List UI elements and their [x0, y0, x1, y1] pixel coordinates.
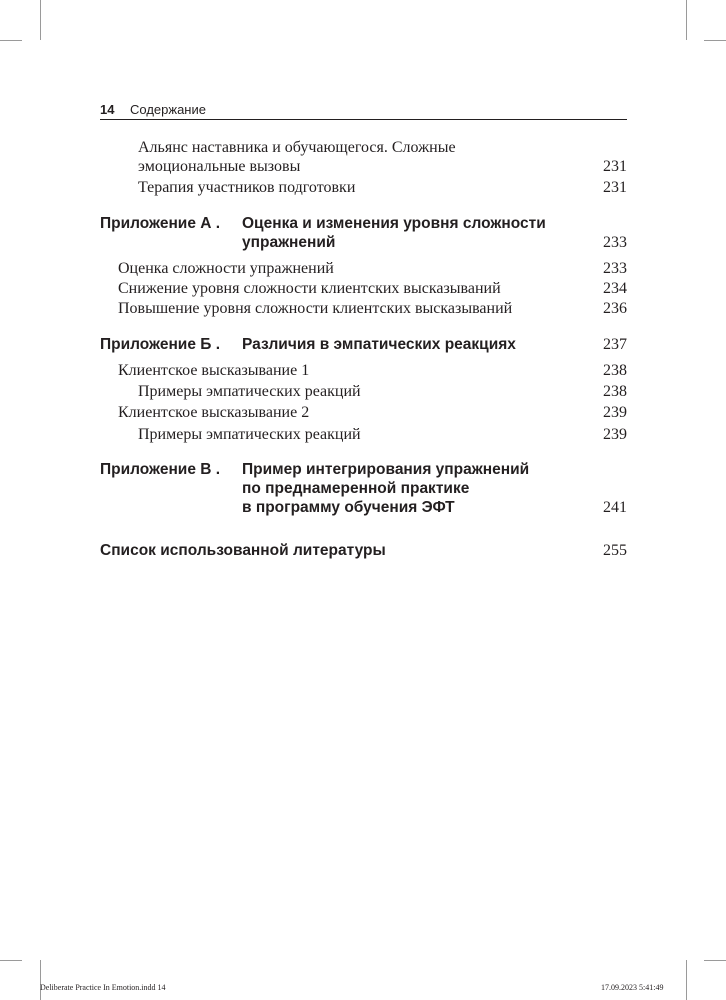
crop-mark: [704, 40, 726, 41]
toc-entry-alliance-line2[interactable]: эмоциональные вызовы: [138, 158, 301, 175]
appendix-c-prefix[interactable]: Приложение В .: [100, 461, 221, 478]
crop-mark: [686, 0, 687, 40]
toc-page-b1a: 238: [603, 383, 627, 400]
appendix-b-title[interactable]: Различия в эмпатических реакциях: [242, 336, 516, 353]
toc-page-b2a: 239: [603, 426, 627, 443]
appendix-a-prefix[interactable]: Приложение А .: [100, 215, 221, 232]
toc-entry-therapy[interactable]: Терапия участников подготовки: [138, 179, 356, 196]
toc-entry-b1a[interactable]: Примеры эмпатических реакций: [138, 383, 361, 400]
crop-mark: [686, 960, 687, 1000]
crop-mark: [40, 0, 41, 40]
toc-entry-references[interactable]: Список использованной литературы: [100, 542, 386, 559]
toc-entry-b2[interactable]: Клиентское высказывание 2: [118, 404, 310, 421]
toc-page-b1: 238: [603, 362, 627, 379]
page-title: Содержание: [130, 102, 206, 117]
appendix-b-prefix[interactable]: Приложение Б .: [100, 336, 221, 353]
toc-page-alliance: 231: [603, 158, 627, 175]
toc-entry-a2[interactable]: Снижение уровня сложности клиентских высказываний: [118, 280, 501, 297]
toc-page-b2: 239: [603, 404, 627, 421]
toc-page-appendix-b: 237: [603, 336, 627, 353]
appendix-c-title-line3[interactable]: в программу обучения ЭФТ: [242, 499, 455, 516]
toc-entry-b2a[interactable]: Примеры эмпатических реакций: [138, 426, 361, 443]
header-rule: [100, 119, 627, 120]
toc-page-references: 255: [603, 542, 627, 559]
toc-page-a3: 236: [603, 300, 627, 317]
crop-mark: [0, 40, 22, 41]
toc-entry-alliance-line1[interactable]: Альянс наставника и обучающегося. Сложные: [138, 139, 456, 156]
crop-mark: [704, 960, 726, 961]
slug-datetime: 17.09.2023 5:41:49: [601, 983, 664, 992]
toc-entry-a3[interactable]: Повышение уровня сложности клиентских высказываний: [118, 300, 513, 317]
appendix-a-title-line1[interactable]: Оценка и изменения уровня сложности: [242, 215, 546, 232]
toc-page-appendix-c: 241: [603, 499, 627, 516]
crop-mark: [0, 960, 22, 961]
slug-file-info: Deliberate Practice In Emotion.indd 14: [40, 983, 166, 992]
toc-page-a2: 234: [603, 280, 627, 297]
toc-page-therapy: 231: [603, 179, 627, 196]
page-number: 14: [100, 102, 115, 117]
appendix-c-title-line1[interactable]: Пример интегрирования упражнений: [242, 461, 530, 478]
appendix-c-title-line2[interactable]: по преднамеренной практике: [242, 480, 470, 497]
toc-entry-b1[interactable]: Клиентское высказывание 1: [118, 362, 310, 379]
toc-page-a1: 233: [603, 260, 627, 277]
running-header: [100, 102, 627, 120]
appendix-a-title-line2[interactable]: упражнений: [242, 234, 336, 251]
toc-page-appendix-a: 233: [603, 234, 627, 251]
crop-mark: [40, 960, 41, 1000]
toc-entry-a1[interactable]: Оценка сложности упражнений: [118, 260, 334, 277]
